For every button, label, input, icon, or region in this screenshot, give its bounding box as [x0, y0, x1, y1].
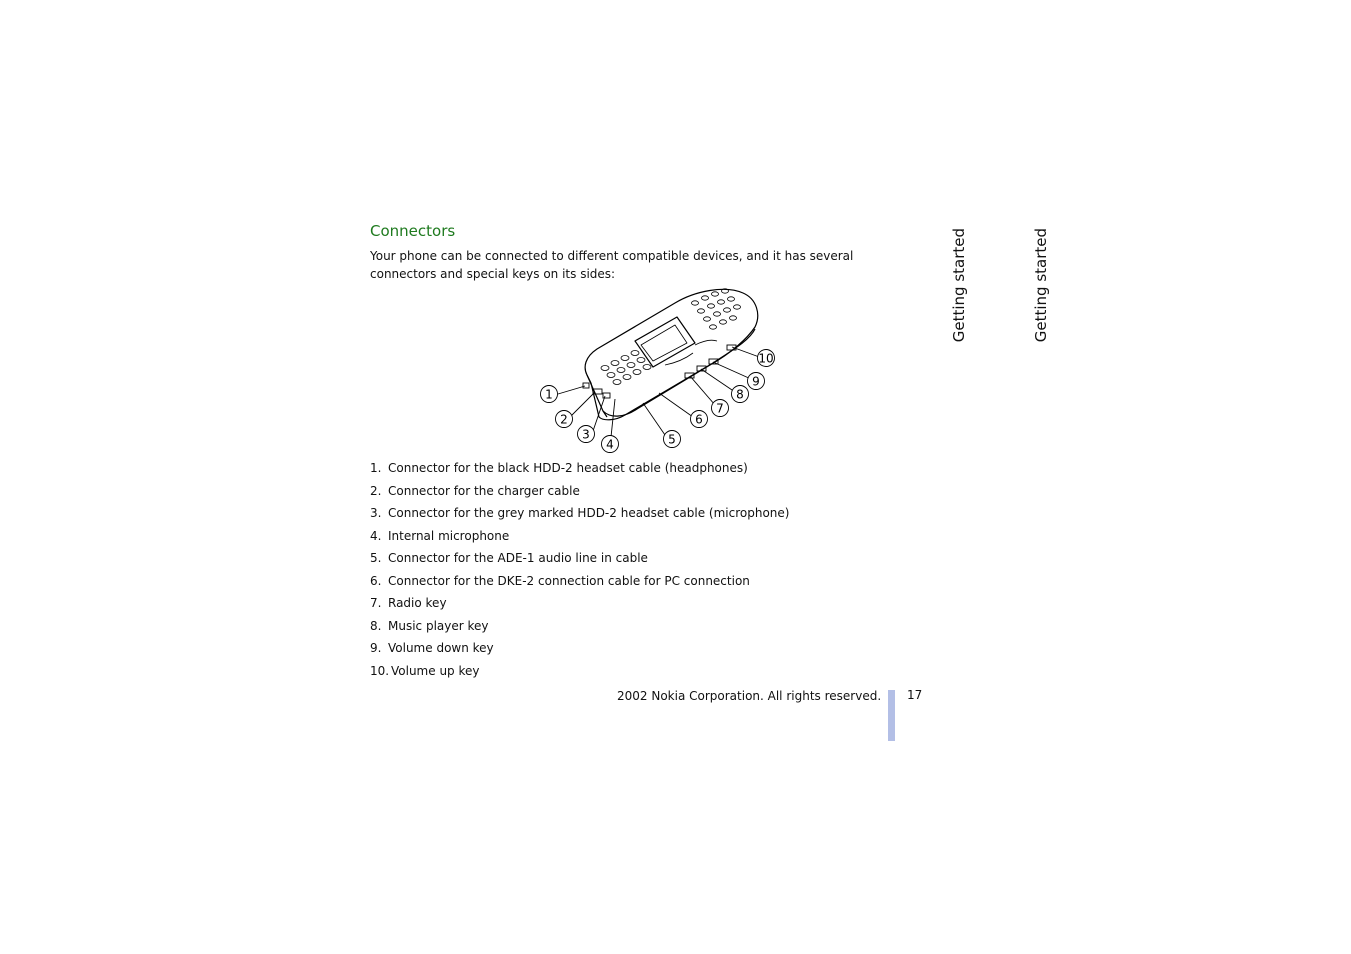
list-item-label: Connector for the grey marked HDD-2 headset cable (microphone) [388, 506, 790, 520]
callout-number: 2 [560, 412, 568, 427]
list-item-label: Connector for the black HDD-2 headset cable (headphones) [388, 461, 748, 475]
list-item-label: Connector for the charger cable [388, 483, 580, 498]
callout-number: 5 [668, 432, 676, 447]
list-item-label: Internal microphone [388, 528, 510, 543]
callout-8 [732, 386, 749, 403]
callout-number: 6 [695, 412, 703, 427]
callout-10 [758, 350, 775, 367]
keypad-left [601, 351, 651, 385]
callout-6 [691, 411, 708, 428]
list-item-number: 2. [370, 483, 382, 498]
phone-body [585, 289, 758, 419]
callout-number: 8 [736, 387, 744, 402]
callout-3 [578, 426, 595, 443]
callout-9 [748, 373, 765, 390]
copyright-text: 2002 Nokia Corporation. All rights reserved. [617, 689, 882, 703]
list-item [370, 618, 789, 641]
list-item-number: 8. [370, 618, 382, 633]
list-item-number: 4. [370, 528, 382, 543]
callout-2 [556, 411, 573, 428]
list-item [370, 663, 789, 686]
list-item [370, 640, 789, 663]
callout-number: 9 [752, 374, 760, 389]
list-item [370, 573, 789, 596]
phone-illustration [535, 283, 785, 458]
keypad-right [692, 289, 741, 329]
list-item-label: Connector for the DKE-2 connection cable for PC connection [388, 573, 750, 588]
callout-1 [541, 386, 558, 403]
list-item-number: 6. [370, 573, 382, 588]
callout-7 [712, 400, 729, 417]
callout-number: 1 [545, 387, 553, 402]
list-item-number: 5. [370, 551, 382, 565]
side-tab-getting-started-duplicate: Getting started [1032, 228, 1050, 343]
callout-4 [602, 436, 619, 453]
list-item-label: Music player key [388, 618, 489, 633]
callout-number: 4 [606, 437, 614, 452]
list-item-label: Connector for the ADE-1 audio line in cable [388, 551, 648, 565]
list-item [370, 528, 789, 551]
list-item-label: Volume down key [388, 641, 494, 655]
page-marker-bar [888, 690, 895, 741]
list-item [370, 550, 789, 573]
side-tab-getting-started: Getting started [950, 228, 968, 343]
list-item [370, 595, 789, 618]
page-number: 17 [907, 688, 923, 702]
connector-list [370, 460, 789, 685]
section-title: Connectors [370, 222, 456, 240]
list-item [370, 505, 789, 528]
list-item-number: 10. [370, 663, 390, 678]
list-item-label: Radio key [388, 596, 447, 610]
callout-number: 10 [758, 351, 774, 366]
list-item-label: Volume up key [391, 663, 480, 678]
callout-number: 7 [716, 401, 724, 416]
list-item [370, 460, 789, 483]
side-connectors [583, 345, 736, 398]
list-item [370, 483, 789, 506]
list-item-number: 1. [370, 461, 382, 475]
callout-5 [664, 431, 681, 448]
list-item-number: 9. [370, 641, 382, 655]
intro-paragraph: Your phone can be connected to different compatible devices, and it has several connectors and special keys on its sides: [370, 249, 854, 281]
list-item-number: 3. [370, 506, 382, 520]
callout-number: 3 [582, 427, 590, 442]
list-item-number: 7. [370, 596, 382, 610]
